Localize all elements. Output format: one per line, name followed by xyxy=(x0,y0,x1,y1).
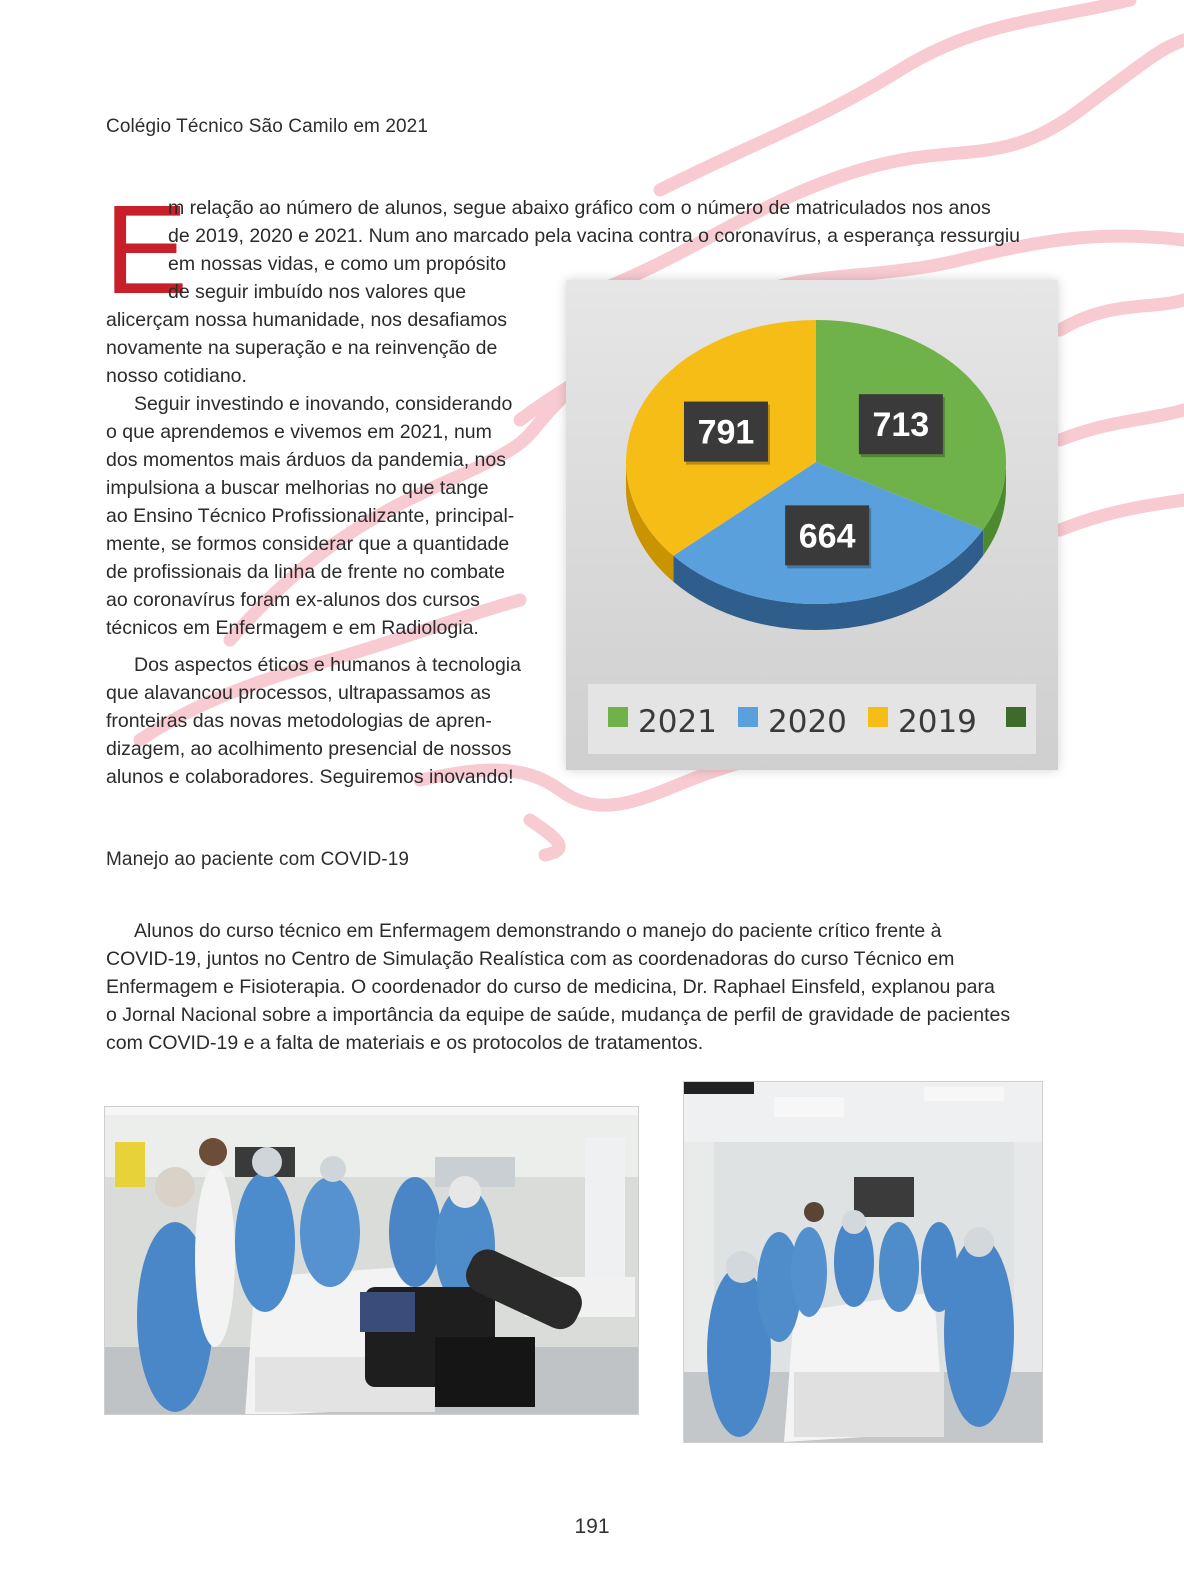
text-line: dizagem, ao acolhimento presencial de nossos xyxy=(106,738,512,760)
text-line: Alunos do curso técnico em Enfermagem demonstrando o manejo do paciente crítico frente à xyxy=(134,920,942,942)
text-line: ao coronavírus foram ex-alunos dos cursos xyxy=(106,589,480,611)
text-line: mente, se formos considerar que a quantidade xyxy=(106,533,510,555)
legend-swatch-2020 xyxy=(738,707,758,727)
pie-value-label-2021 xyxy=(859,394,945,457)
legend-label-2021: 2021 xyxy=(638,704,717,740)
value-label-text: 664 xyxy=(798,517,856,556)
text-line: alicerçam nossa humanidade, nos desafiamos xyxy=(106,309,508,331)
photo-team-around-bed xyxy=(683,1081,1043,1443)
photo-simulation-filming xyxy=(104,1106,639,1415)
text-line: Seguir investindo e inovando, considerando xyxy=(134,393,513,415)
pie-value-label-2019 xyxy=(684,402,770,465)
text-line: de profissionais da linha de frente no combate xyxy=(106,561,505,583)
text-line: em nossas vidas, e como um propósito xyxy=(168,253,507,275)
pie-chart-svg xyxy=(566,280,1058,770)
section-heading-manejo: Manejo ao paciente com COVID-19 xyxy=(106,849,410,870)
value-label-text: 791 xyxy=(697,413,755,452)
text-line: dos momentos mais árduos da pandemia, nos xyxy=(106,449,506,471)
text-line: COVID-19, juntos no Centro de Simulação Realística com as coordenadoras do curso Técnico em xyxy=(106,948,955,970)
text-line: o Jornal Nacional sobre a importância da equipe de saúde, mudança de perfil de gravidade de pacientes xyxy=(106,1004,1011,1026)
drop-cap: E xyxy=(104,179,189,320)
text-line: Dos aspectos éticos e humanos à tecnologia xyxy=(134,654,521,676)
text-line: nosso cotidiano. xyxy=(106,365,247,387)
text-line: m relação ao número de alunos, segue abaixo gráfico com o número de matriculados nos anos xyxy=(168,197,991,219)
text-line: fronteiras das novas metodologias de apren- xyxy=(106,710,492,732)
legend-swatch-2021 xyxy=(608,707,628,727)
text-line: Enfermagem e Fisioterapia. O coordenador do curso de medicina, Dr. Raphael Einsfeld, explanou para xyxy=(106,976,995,998)
enrollment-pie-chart xyxy=(566,280,1058,770)
pie-value-label-2020 xyxy=(785,505,871,568)
legend-label-2019: 2019 xyxy=(898,704,977,740)
text-line: técnicos em Enfermagem e em Radiologia. xyxy=(106,617,479,639)
text-line: ao Ensino Técnico Profissionalizante, principal- xyxy=(106,505,515,527)
text-line: novamente na superação e na reinvenção de xyxy=(106,337,498,359)
value-label-text: 713 xyxy=(872,406,930,445)
text-line: impulsiona a buscar melhorias no que tange xyxy=(106,477,489,499)
text-line: o que aprendemos e vivemos em 2021, num xyxy=(106,421,492,443)
legend-swatch-extra xyxy=(1006,707,1026,727)
page-number: 191 xyxy=(574,1515,610,1538)
text-line: alunos e colaboradores. Seguiremos inovando! xyxy=(106,766,514,788)
section-heading-colegio: Colégio Técnico São Camilo em 2021 xyxy=(106,116,429,137)
text-line: que alavancou processos, ultrapassamos as xyxy=(106,682,491,704)
text-line: de seguir imbuído nos valores que xyxy=(168,281,467,303)
legend-label-2020: 2020 xyxy=(768,704,847,740)
legend-swatch-2019 xyxy=(868,707,888,727)
text-line: de 2019, 2020 e 2021. Num ano marcado pela vacina contra o coronavírus, a esperança ressurgiu xyxy=(168,225,1021,247)
text-line: com COVID-19 e a falta de materiais e os protocolos de tratamentos. xyxy=(106,1032,704,1054)
